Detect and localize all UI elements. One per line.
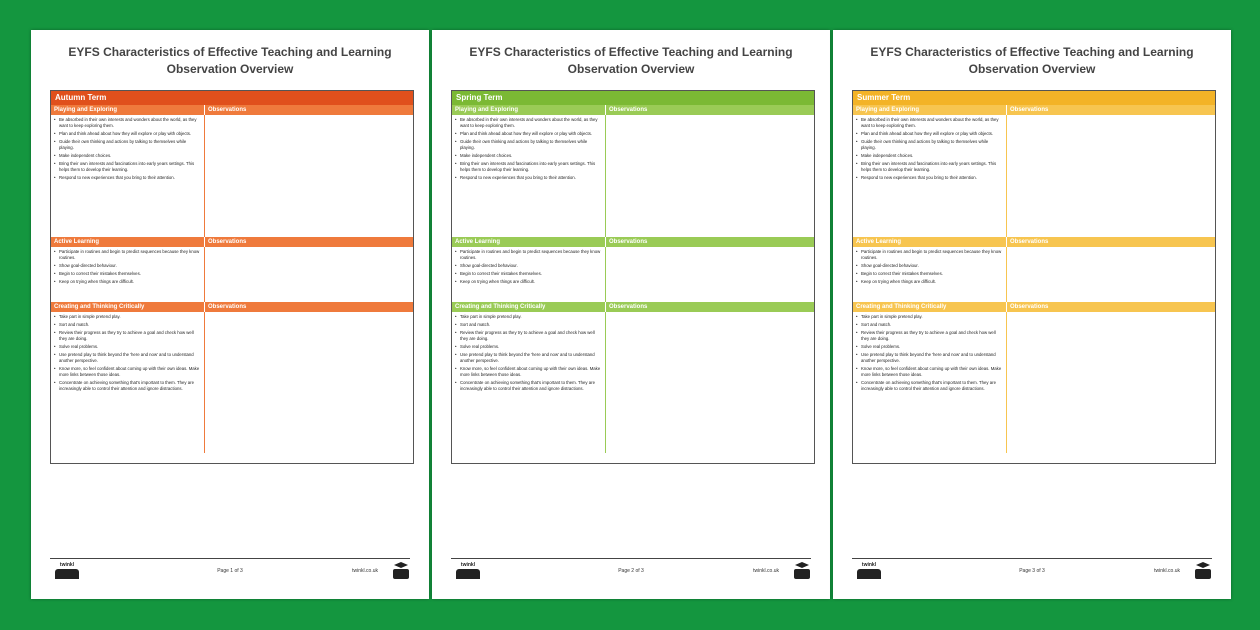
table-section (51, 302, 413, 453)
table-sections (853, 105, 1215, 453)
criteria-bullet: • Concentrate on achieving something that's important to them. They are increasingly able to control their attention and ignore distractions. (856, 380, 1003, 392)
criteria-bullet: • Keep on trying when things are difficult. (54, 279, 201, 285)
observations-cell[interactable] (606, 115, 814, 237)
criteria-bullet: • Take part in simple pretend play. (54, 314, 201, 320)
mortarboard-icon (392, 561, 410, 581)
criteria-bullet: • Make independent choices. (455, 153, 602, 159)
criteria-bullet: • Sort and match. (856, 322, 1003, 328)
criteria-bullet: • Show goal-directed behaviour. (54, 263, 201, 269)
section-heading: Creating and Thinking Critically (853, 302, 1007, 312)
observations-cell[interactable] (205, 312, 413, 453)
section-heading: Playing and Exploring (853, 105, 1007, 115)
criteria-bullet: • Solve real problems. (455, 344, 602, 350)
page-title (833, 44, 1231, 78)
criteria-bullet: • Know more, so feel confident about coming up with their own ideas. Make more links between those ideas. (54, 366, 201, 378)
title-line-2: Observation Overview (166, 62, 294, 76)
page-footer (852, 558, 1212, 585)
section-header (853, 302, 1215, 312)
criteria-bullet: • Know more, so feel confident about coming up with their own ideas. Make more links between those ideas. (856, 366, 1003, 378)
criteria-bullet: • Make independent choices. (856, 153, 1003, 159)
criteria-bullet: • Plan and think ahead about how they will explore or play with objects. (54, 131, 201, 137)
criteria-bullet: • Participate in routines and begin to predict sequences because they know routines. (856, 249, 1003, 261)
section-header (452, 302, 814, 312)
observations-heading: Observations (1010, 239, 1049, 245)
section-body (51, 312, 413, 453)
criteria-bullet: • Take part in simple pretend play. (856, 314, 1003, 320)
section-heading: Playing and Exploring (452, 105, 606, 115)
title-line-1: EYFS Characteristics of Effective Teaching and Learning (469, 45, 793, 59)
worksheet-page (432, 30, 830, 599)
criteria-list (51, 247, 205, 302)
criteria-bullet: • Concentrate on achieving something that's important to them. They are increasingly able to control their attention and ignore distractions. (54, 380, 201, 392)
term-header: Summer Term (853, 91, 1215, 105)
site-url: twinkl.co.uk (352, 568, 378, 574)
table-section (853, 105, 1215, 237)
criteria-bullet: • Participate in routines and begin to predict sequences because they know routines. (455, 249, 602, 261)
criteria-bullet: • Respond to new experiences that you bring to their attention. (455, 175, 602, 181)
page-footer (50, 558, 410, 585)
observation-table (451, 90, 815, 464)
criteria-bullet: • Respond to new experiences that you bring to their attention. (54, 175, 201, 181)
section-body (853, 115, 1215, 237)
observations-cell[interactable] (1007, 247, 1215, 302)
section-heading: Active Learning (853, 237, 1007, 247)
term-header: Autumn Term (51, 91, 413, 105)
table-section (853, 302, 1215, 453)
page-footer (451, 558, 811, 585)
criteria-bullet: • Plan and think ahead about how they will explore or play with objects. (455, 131, 602, 137)
criteria-bullet: • Show goal-directed behaviour. (856, 263, 1003, 269)
title-line-2: Observation Overview (567, 62, 695, 76)
table-section (853, 237, 1215, 302)
criteria-bullet: • Be absorbed in their own interests and wonders about the world, as they want to keep exploring them. (856, 117, 1003, 129)
criteria-bullet: • Begin to correct their mistakes themselves. (455, 271, 602, 277)
criteria-bullet: • Respond to new experiences that you bring to their attention. (856, 175, 1003, 181)
criteria-bullet: • Use pretend play to think beyond the 'here and now' and to understand another perspective. (856, 352, 1003, 364)
criteria-bullet: • Sort and match. (54, 322, 201, 328)
section-body (51, 247, 413, 302)
observation-table (50, 90, 414, 464)
section-heading: Creating and Thinking Critically (51, 302, 205, 312)
observations-cell[interactable] (205, 247, 413, 302)
section-heading: Playing and Exploring (51, 105, 205, 115)
section-header (452, 105, 814, 115)
criteria-bullet: • Guide their own thinking and actions by talking to themselves while playing. (856, 139, 1003, 151)
criteria-bullet: • Review their progress as they try to achieve a goal and check how well they are doing. (54, 330, 201, 342)
observations-cell[interactable] (1007, 312, 1215, 453)
section-header (452, 237, 814, 247)
criteria-bullet: • Keep on trying when things are difficult. (455, 279, 602, 285)
criteria-bullet: • Review their progress as they try to achieve a goal and check how well they are doing. (856, 330, 1003, 342)
criteria-bullet: • Review their progress as they try to achieve a goal and check how well they are doing. (455, 330, 602, 342)
site-url: twinkl.co.uk (753, 568, 779, 574)
criteria-bullet: • Sort and match. (455, 322, 602, 328)
site-url: twinkl.co.uk (1154, 568, 1180, 574)
section-heading: Creating and Thinking Critically (452, 302, 606, 312)
observations-cell[interactable] (606, 312, 814, 453)
mortarboard-icon (793, 561, 811, 581)
table-sections (452, 105, 814, 453)
criteria-bullet: • Be absorbed in their own interests and wonders about the world, as they want to keep exploring them. (54, 117, 201, 129)
logo-text: twinkl (460, 562, 476, 568)
observations-heading: Observations (208, 304, 247, 310)
table-section (51, 237, 413, 302)
section-body (853, 247, 1215, 302)
criteria-bullet: • Concentrate on achieving something that's important to them. They are increasingly able to control their attention and ignore distractions. (455, 380, 602, 392)
criteria-bullet: • Bring their own interests and fascinations into early years settings. This helps them to develop their learning. (856, 161, 1003, 173)
criteria-list (452, 312, 606, 453)
criteria-bullet: • Show goal-directed behaviour. (455, 263, 602, 269)
section-header (51, 302, 413, 312)
section-header (51, 237, 413, 247)
table-sections (51, 105, 413, 453)
observations-heading: Observations (609, 239, 648, 245)
table-section (452, 302, 814, 453)
criteria-bullet: • Know more, so feel confident about coming up with their own ideas. Make more links between those ideas. (455, 366, 602, 378)
section-header (51, 105, 413, 115)
section-header (853, 237, 1215, 247)
logo-text: twinkl (861, 562, 877, 568)
criteria-bullet: • Begin to correct their mistakes themselves. (856, 271, 1003, 277)
observations-cell[interactable] (1007, 115, 1215, 237)
worksheet-page (833, 30, 1231, 599)
criteria-list (51, 115, 205, 237)
page-number: Page 1 of 3 (217, 568, 243, 574)
criteria-bullet: • Use pretend play to think beyond the 'here and now' and to understand another perspective. (54, 352, 201, 364)
table-section (51, 105, 413, 237)
observations-heading: Observations (1010, 304, 1049, 310)
observations-cell[interactable] (205, 115, 413, 237)
criteria-bullet: • Be absorbed in their own interests and wonders about the world, as they want to keep exploring them. (455, 117, 602, 129)
section-body (452, 247, 814, 302)
observations-heading: Observations (208, 107, 247, 113)
section-heading: Active Learning (51, 237, 205, 247)
title-line-1: EYFS Characteristics of Effective Teaching and Learning (870, 45, 1194, 59)
criteria-list (452, 247, 606, 302)
logo-text: twinkl (59, 562, 75, 568)
page-number: Page 2 of 3 (618, 568, 644, 574)
observations-heading: Observations (1010, 107, 1049, 113)
criteria-bullet: • Participate in routines and begin to predict sequences because they know routines. (54, 249, 201, 261)
section-body (853, 312, 1215, 453)
mortarboard-icon (1194, 561, 1212, 581)
section-body (452, 312, 814, 453)
term-header: Spring Term (452, 91, 814, 105)
criteria-bullet: • Make independent choices. (54, 153, 201, 159)
page-title (31, 44, 429, 78)
worksheet-page (31, 30, 429, 599)
criteria-bullet: • Use pretend play to think beyond the 'here and now' and to understand another perspective. (455, 352, 602, 364)
criteria-bullet: • Plan and think ahead about how they will explore or play with objects. (856, 131, 1003, 137)
criteria-bullet: • Solve real problems. (54, 344, 201, 350)
criteria-bullet: • Keep on trying when things are difficult. (856, 279, 1003, 285)
criteria-bullet: • Begin to correct their mistakes themselves. (54, 271, 201, 277)
section-header (853, 105, 1215, 115)
criteria-bullet: • Guide their own thinking and actions by talking to themselves while playing. (54, 139, 201, 151)
section-body (51, 115, 413, 237)
criteria-bullet: • Solve real problems. (856, 344, 1003, 350)
section-body (452, 115, 814, 237)
observations-cell[interactable] (606, 247, 814, 302)
observations-heading: Observations (609, 107, 648, 113)
table-section (452, 105, 814, 237)
criteria-bullet: • Take part in simple pretend play. (455, 314, 602, 320)
page-number: Page 3 of 3 (1019, 568, 1045, 574)
page-title (432, 44, 830, 78)
observations-heading: Observations (208, 239, 247, 245)
section-heading: Active Learning (452, 237, 606, 247)
observations-heading: Observations (609, 304, 648, 310)
criteria-list (452, 115, 606, 237)
criteria-list (853, 247, 1007, 302)
criteria-list (51, 312, 205, 453)
criteria-list (853, 312, 1007, 453)
criteria-bullet: • Bring their own interests and fascinations into early years settings. This helps them to develop their learning. (455, 161, 602, 173)
observation-table (852, 90, 1216, 464)
table-section (452, 237, 814, 302)
title-line-1: EYFS Characteristics of Effective Teaching and Learning (68, 45, 392, 59)
criteria-bullet: • Bring their own interests and fascinations into early years settings. This helps them to develop their learning. (54, 161, 201, 173)
title-line-2: Observation Overview (968, 62, 1096, 76)
criteria-list (853, 115, 1007, 237)
criteria-bullet: • Guide their own thinking and actions by talking to themselves while playing. (455, 139, 602, 151)
